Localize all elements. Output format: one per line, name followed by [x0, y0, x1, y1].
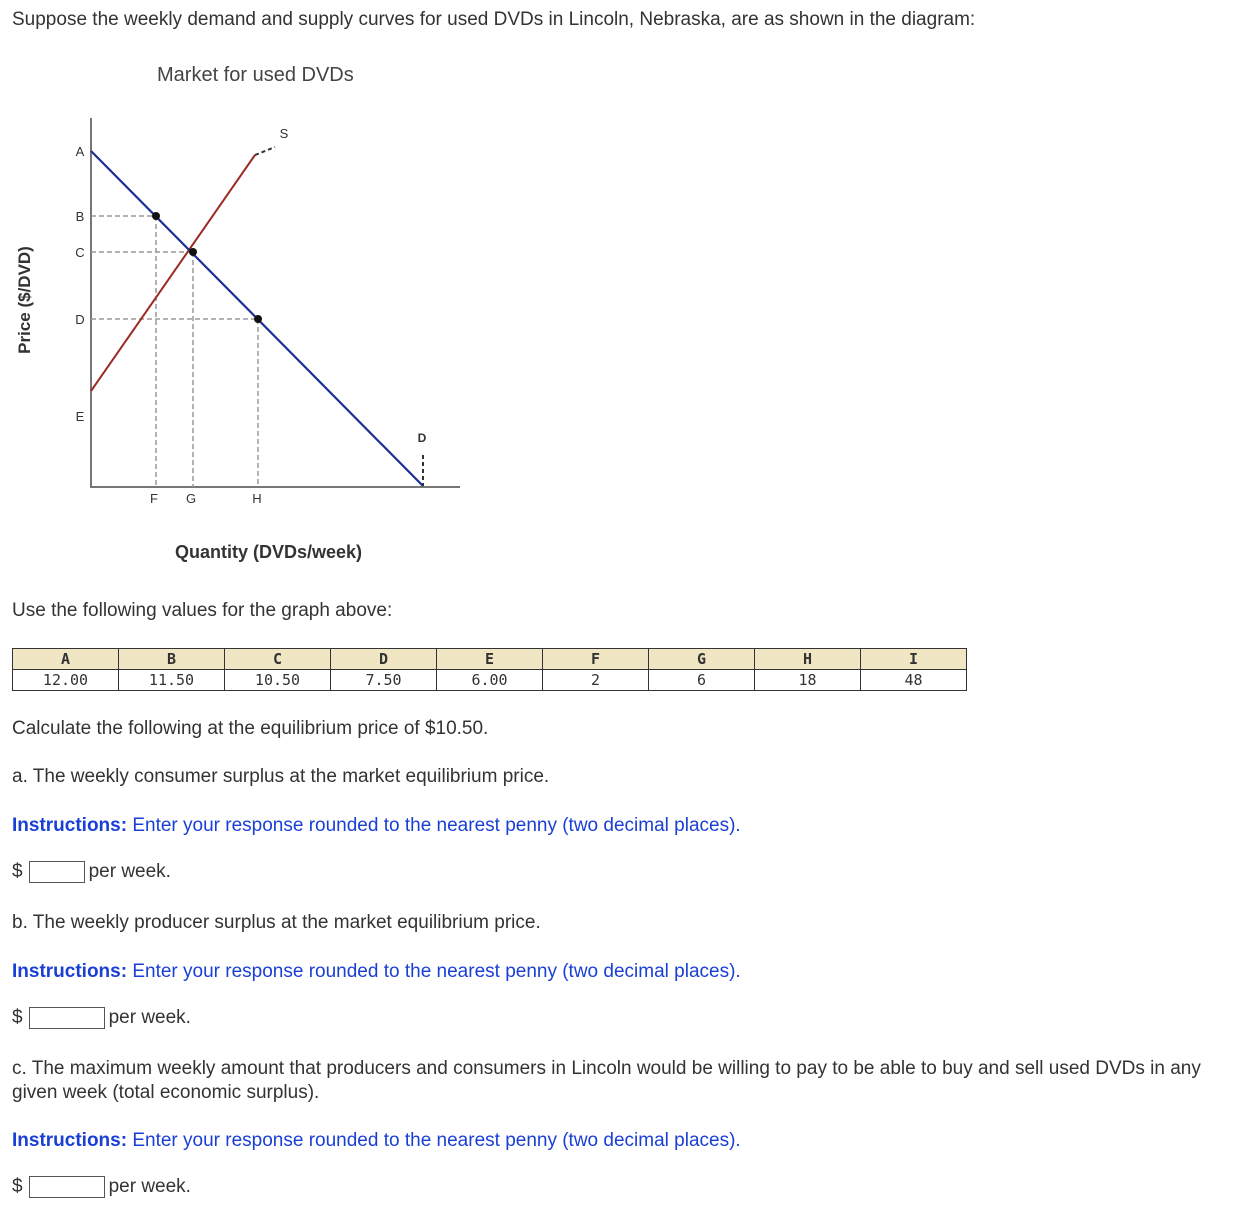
y-level-d: D: [75, 312, 85, 327]
total-surplus-input[interactable]: [29, 1176, 105, 1198]
table-header: G: [649, 649, 755, 670]
currency-symbol: $: [12, 1176, 23, 1197]
table-header: D: [331, 649, 437, 670]
producer-surplus-input[interactable]: [29, 1007, 105, 1029]
y-axis-label: Price ($/DVD): [15, 246, 34, 354]
unit-label: per week.: [108, 1007, 191, 1028]
values-table: [12, 648, 967, 691]
y-level-e: E: [75, 409, 85, 424]
table-header-row: [13, 649, 967, 670]
y-level-b: B: [75, 209, 85, 224]
table-cell: 11.50: [119, 670, 225, 691]
y-level-a: A: [75, 144, 85, 159]
supply-demand-chart: [0, 0, 480, 520]
question-a-text: a. The weekly consumer surplus at the market equilibrium price.: [12, 766, 550, 787]
unit-label: per week.: [108, 1176, 191, 1197]
x-axis-label: Quantity (DVDs/week): [175, 542, 363, 562]
table-header: E: [437, 649, 543, 670]
equilibrium-point: [189, 248, 197, 256]
question-a-instructions: Instructions: Enter your response rounded to the nearest penny (two decimal places).: [12, 815, 741, 836]
point-f-b: [152, 212, 160, 220]
currency-symbol: $: [12, 861, 23, 882]
table-header: B: [119, 649, 225, 670]
unit-label: per week.: [88, 861, 171, 882]
y-level-c: C: [75, 245, 85, 260]
table-row: [13, 670, 967, 691]
supply-label: S: [279, 126, 289, 141]
demand-label: D: [417, 431, 427, 445]
question-c-text: c. The maximum weekly amount that producers and consumers in Lincoln would be willing to pay to be able to buy and sell used DVDs in any given week (total economic surplus).: [12, 1058, 1201, 1103]
intro-text: Suppose the weekly demand and supply curves for used DVDs in Lincoln, Nebraska, are as shown in the diagram:: [12, 9, 976, 30]
table-cell: 6.00: [437, 670, 543, 691]
table-cell: 2: [543, 670, 649, 691]
supply-curve-extension: [255, 147, 275, 155]
table-header: H: [755, 649, 861, 670]
question-b-answer-row: [12, 1007, 191, 1029]
supply-curve: [91, 155, 255, 391]
table-cell: 7.50: [331, 670, 437, 691]
question-b-instructions: Instructions: Enter your response rounded to the nearest penny (two decimal places).: [12, 961, 741, 982]
table-header: F: [543, 649, 649, 670]
table-header: A: [13, 649, 119, 670]
x-level-h: H: [252, 491, 262, 506]
table-header: C: [225, 649, 331, 670]
table-header: I: [861, 649, 967, 670]
chart-title: Market for used DVDs: [157, 64, 354, 86]
x-level-f: F: [150, 491, 158, 506]
question-b-text: b. The weekly producer surplus at the market equilibrium price.: [12, 912, 541, 933]
question-a-answer-row: [12, 861, 171, 883]
table-cell: 12.00: [13, 670, 119, 691]
question-c-answer-row: [12, 1176, 191, 1198]
point-h-d: [254, 315, 262, 323]
consumer-surplus-input[interactable]: [29, 861, 85, 883]
table-cell: 48: [861, 670, 967, 691]
x-level-g: G: [185, 491, 197, 506]
question-c-instructions: Instructions: Enter your response rounded to the nearest penny (two decimal places).: [12, 1130, 741, 1151]
table-cell: 10.50: [225, 670, 331, 691]
calc-prompt: Calculate the following at the equilibrium price of $10.50.: [12, 718, 489, 739]
currency-symbol: $: [12, 1007, 23, 1028]
table-cell: 18: [755, 670, 861, 691]
table-cell: 6: [649, 670, 755, 691]
use-values-text: Use the following values for the graph above:: [12, 600, 393, 621]
